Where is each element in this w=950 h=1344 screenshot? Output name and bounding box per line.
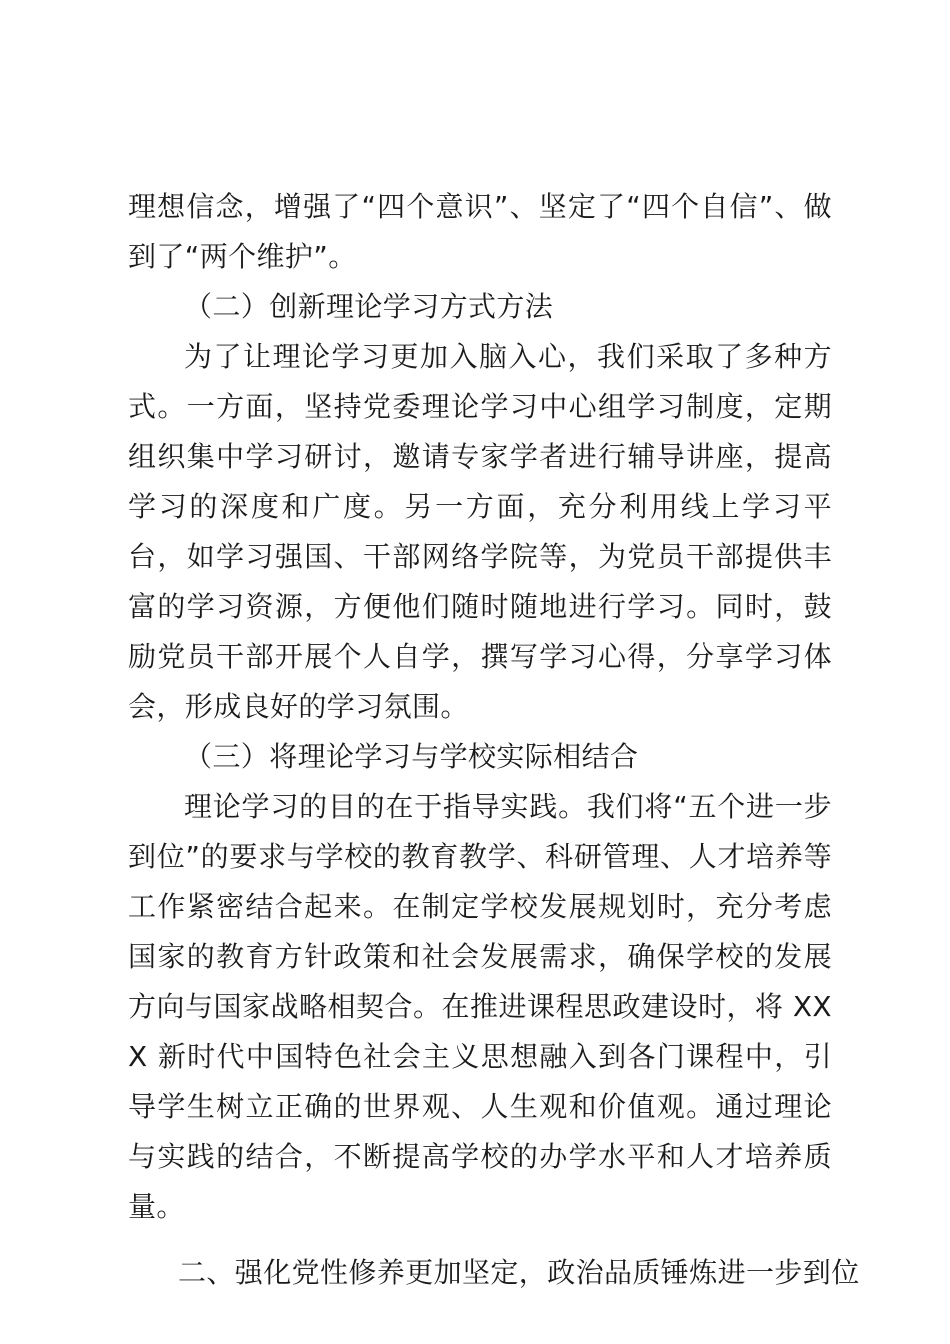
paragraph-study-methods: 为了让理论学习更加入脑入心，我们采取了多种方式。一方面，坚持党委理论学习中心组学习制度，定期组织集中学习研讨，邀请专家学者进行辅导讲座，提高学习的深度和广度。另一方面，充分利用线上学习平台，如学习强国、干部网络学院等，为党员干部提供丰富的学习资源，方便他们随时随地进行学习。同时，鼓励党员干部开展个人自学，撰写学习心得，分享学习体会，形成良好的学习氛围。 [128, 340, 832, 723]
section-heading-3: （三）将理论学习与学校实际相结合 [184, 740, 639, 773]
document-body [128, 182, 860, 1298]
section-heading-2: （二）创新理论学习方式方法 [184, 290, 554, 323]
paragraph-theory-practice: 理论学习的目的在于指导实践。我们将“五个进一步到位”的要求与学校的教育教学、科研管理、人才培养等工作紧密结合起来。在制定学校发展规划时，充分考虑国家的教育方针政策和社会发展需求，确保学校的发展方向与国家战略相契合。在推进课程思政建设时，将 XXX 新时代中国特色社会主义思想融入到各门课程中，引导学生树立正确的世界观、人生观和价值观。通过理论与实践的结合，不断提高学校的办学水平和人才培养质量。 [128, 790, 832, 1223]
paragraph-continuation: 理想信念，增强了“四个意识”、坚定了“四个自信”、做到了“两个维护”。 [128, 190, 832, 273]
major-heading-2: 二、强化党性修养更加坚定，政治品质锤炼进一步到位 [178, 1256, 860, 1289]
